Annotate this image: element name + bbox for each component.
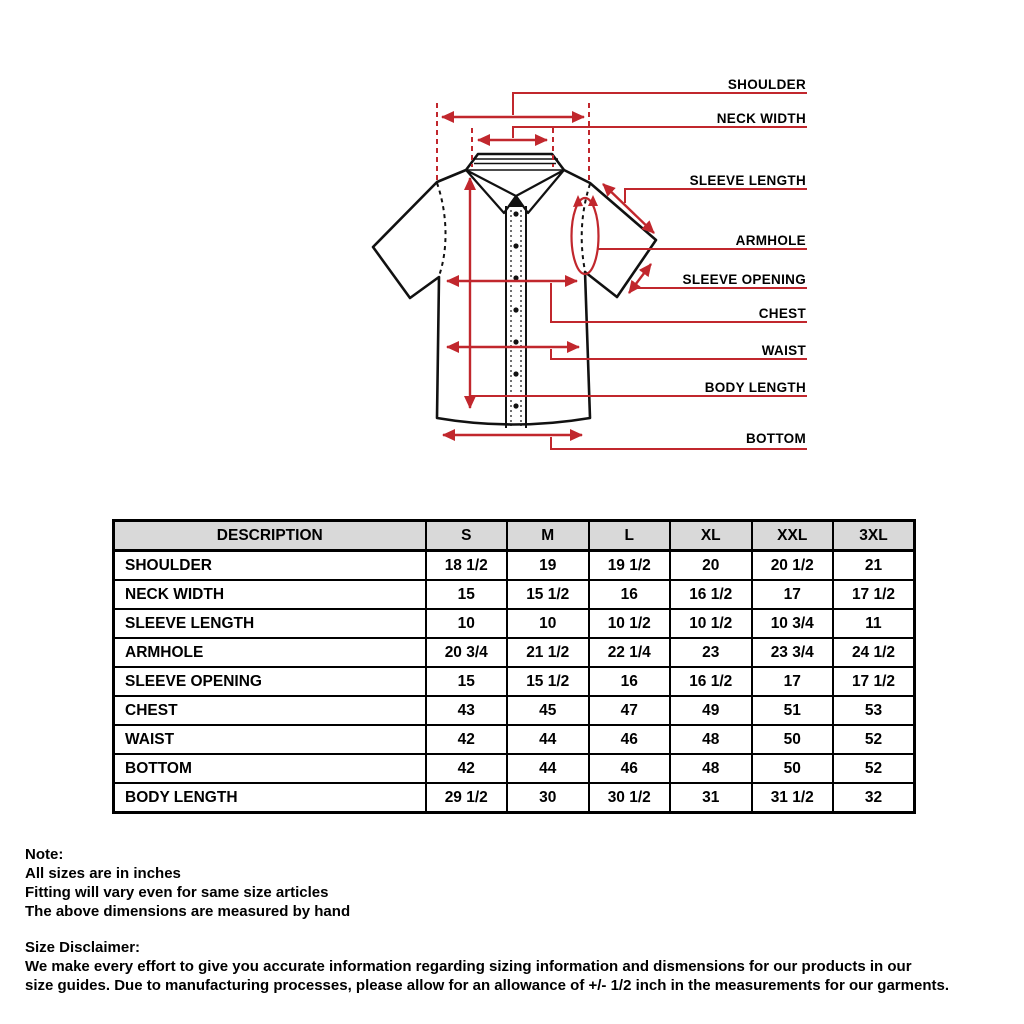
diagram-label-armhole: ARMHOLE (735, 233, 806, 248)
size-chart-table (112, 519, 916, 814)
row-label: BOTTOM (114, 754, 426, 783)
size-value-cell: 21 (833, 551, 915, 581)
size-value-cell: 22 1/4 (589, 638, 671, 667)
size-value-cell: 52 (833, 754, 915, 783)
column-header-m: M (507, 521, 589, 551)
size-value-cell: 15 1/2 (507, 667, 589, 696)
row-label: CHEST (114, 696, 426, 725)
size-value-cell: 19 (507, 551, 589, 581)
size-value-cell: 47 (589, 696, 671, 725)
size-value-cell: 15 1/2 (507, 580, 589, 609)
size-value-cell: 16 (589, 580, 671, 609)
column-header-xxl: XXL (752, 521, 834, 551)
size-value-cell: 17 (752, 667, 834, 696)
row-label: BODY LENGTH (114, 783, 426, 813)
size-value-cell: 46 (589, 725, 671, 754)
row-label: ARMHOLE (114, 638, 426, 667)
size-value-cell: 42 (426, 725, 508, 754)
size-value-cell: 53 (833, 696, 915, 725)
size-value-cell: 17 (752, 580, 834, 609)
diagram-label-chest: CHEST (758, 306, 806, 321)
row-label: WAIST (114, 725, 426, 754)
size-table-header-row (114, 521, 915, 551)
row-label: SLEEVE OPENING (114, 667, 426, 696)
column-header-description: DESCRIPTION (114, 521, 426, 551)
table-row (114, 609, 915, 638)
diagram-label-sleeve-opening: SLEEVE OPENING (682, 272, 806, 287)
size-value-cell: 10 3/4 (752, 609, 834, 638)
size-value-cell: 32 (833, 783, 915, 813)
size-value-cell: 11 (833, 609, 915, 638)
size-value-cell: 23 3/4 (752, 638, 834, 667)
size-value-cell: 24 1/2 (833, 638, 915, 667)
spacer (25, 921, 949, 938)
size-value-cell: 31 1/2 (752, 783, 834, 813)
size-value-cell: 42 (426, 754, 508, 783)
size-value-cell: 15 (426, 667, 508, 696)
column-header-l: L (589, 521, 671, 551)
size-value-cell: 10 1/2 (670, 609, 752, 638)
row-label: SLEEVE LENGTH (114, 609, 426, 638)
diagram-label-sleeve-length: SLEEVE LENGTH (689, 173, 806, 188)
notes-block (25, 845, 949, 995)
size-value-cell: 45 (507, 696, 589, 725)
size-value-cell: 17 1/2 (833, 667, 915, 696)
row-label: SHOULDER (114, 551, 426, 581)
size-value-cell: 19 1/2 (589, 551, 671, 581)
size-value-cell: 29 1/2 (426, 783, 508, 813)
size-value-cell: 52 (833, 725, 915, 754)
size-value-cell: 30 (507, 783, 589, 813)
table-row (114, 551, 915, 581)
size-value-cell: 20 3/4 (426, 638, 508, 667)
sleeve-length-connector (625, 189, 807, 203)
size-value-cell: 44 (507, 754, 589, 783)
diagram-label-neck-width: NECK WIDTH (716, 111, 806, 126)
note-line: The above dimensions are measured by hand (25, 903, 351, 920)
note-line: Fitting will vary even for same size articles (25, 884, 329, 901)
table-row (114, 783, 915, 813)
disclaimer-title: Size Disclaimer: (25, 939, 141, 956)
diagram-label-shoulder: SHOULDER (727, 77, 806, 92)
size-value-cell: 10 1/2 (589, 609, 671, 638)
table-row (114, 580, 915, 609)
size-value-cell: 44 (507, 725, 589, 754)
size-value-cell: 46 (589, 754, 671, 783)
size-value-cell: 50 (752, 725, 834, 754)
shirt-size-diagram (0, 0, 1024, 470)
neck-width-connector (513, 127, 807, 138)
size-value-cell: 49 (670, 696, 752, 725)
size-value-cell: 16 1/2 (670, 667, 752, 696)
size-value-cell: 15 (426, 580, 508, 609)
table-row (114, 754, 915, 783)
size-value-cell: 51 (752, 696, 834, 725)
table-row (114, 667, 915, 696)
size-value-cell: 17 1/2 (833, 580, 915, 609)
size-value-cell: 20 (670, 551, 752, 581)
size-value-cell: 43 (426, 696, 508, 725)
diagram-label-body-length: BODY LENGTH (704, 380, 806, 395)
note-title: Note: (25, 846, 64, 863)
size-value-cell: 23 (670, 638, 752, 667)
table-row (114, 725, 915, 754)
table-row (114, 638, 915, 667)
size-value-cell: 10 (426, 609, 508, 638)
size-value-cell: 50 (752, 754, 834, 783)
diagram-label-waist: WAIST (761, 343, 806, 358)
disclaimer-line: We make every effort to give you accurate information regarding sizing information and dismensions for our products in our (25, 958, 912, 975)
size-value-cell: 16 1/2 (670, 580, 752, 609)
size-value-cell: 20 1/2 (752, 551, 834, 581)
size-value-cell: 10 (507, 609, 589, 638)
size-table-body (114, 551, 915, 813)
table-row (114, 696, 915, 725)
size-value-cell: 48 (670, 754, 752, 783)
column-header-xl: XL (670, 521, 752, 551)
diagram-labels (683, 77, 807, 446)
size-value-cell: 21 1/2 (507, 638, 589, 667)
size-value-cell: 16 (589, 667, 671, 696)
note-line: All sizes are in inches (25, 865, 181, 882)
size-value-cell: 30 1/2 (589, 783, 671, 813)
disclaimer-line: size guides. Due to manufacturing processes, please allow for an allowance of +/- 1/2 inch in the measurements for our garments. (25, 977, 949, 994)
column-header-s: S (426, 521, 508, 551)
size-value-cell: 31 (670, 783, 752, 813)
size-value-cell: 18 1/2 (426, 551, 508, 581)
column-header-3xl: 3XL (833, 521, 915, 551)
size-value-cell: 48 (670, 725, 752, 754)
row-label: NECK WIDTH (114, 580, 426, 609)
diagram-label-bottom: BOTTOM (745, 431, 806, 446)
